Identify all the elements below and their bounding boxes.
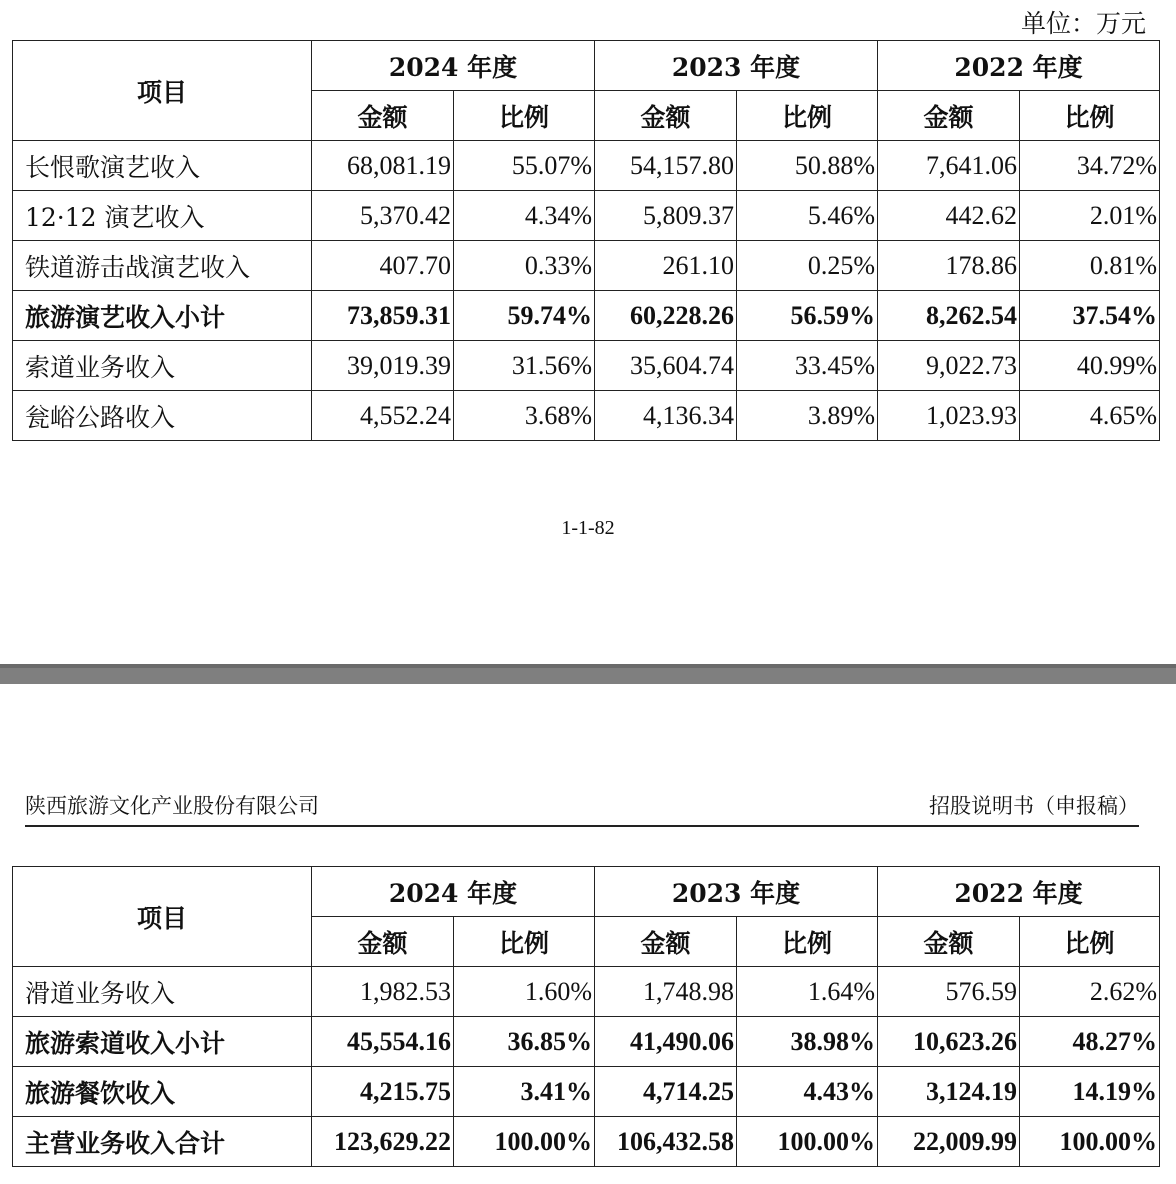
amount-cell: 54,157.80: [595, 141, 737, 191]
revenue-table-part-1: [12, 40, 1160, 441]
amount-cell: 5,809.37: [595, 191, 737, 241]
page-number: 1-1-82: [561, 517, 615, 539]
ratio-cell: 1.64%: [737, 967, 878, 1017]
amount-cell: 45,554.16: [312, 1017, 454, 1067]
row-label: 旅游餐饮收入: [13, 1067, 312, 1117]
amount-cell: 8,262.54: [878, 291, 1020, 341]
amount-cell: 1,982.53: [312, 967, 454, 1017]
header-amount: 金额: [878, 917, 1020, 967]
document-title: 招股说明书（申报稿）: [929, 794, 1139, 818]
ratio-cell: 37.54%: [1020, 291, 1160, 341]
amount-cell: 68,081.19: [312, 141, 454, 191]
amount-cell: 1,748.98: [595, 967, 737, 1017]
row-label: 旅游索道收入小计: [13, 1017, 312, 1067]
header-ratio: 比例: [1020, 91, 1160, 141]
table-row: [13, 1017, 1160, 1067]
row-label: 主营业务收入合计: [13, 1117, 312, 1167]
ratio-cell: 0.33%: [454, 241, 595, 291]
table-row: [13, 141, 1160, 191]
header-ratio: 比例: [737, 917, 878, 967]
amount-cell: 7,641.06: [878, 141, 1020, 191]
amount-cell: 106,432.58: [595, 1117, 737, 1167]
ratio-cell: 1.60%: [454, 967, 595, 1017]
amount-cell: 4,215.75: [312, 1067, 454, 1117]
ratio-cell: 4.43%: [737, 1067, 878, 1117]
ratio-cell: 59.74%: [454, 291, 595, 341]
ratio-cell: 0.81%: [1020, 241, 1160, 291]
amount-cell: 60,228.26: [595, 291, 737, 341]
table-row: [13, 191, 1160, 241]
ratio-cell: 55.07%: [454, 141, 595, 191]
ratio-cell: 4.65%: [1020, 391, 1160, 441]
amount-cell: 73,859.31: [312, 291, 454, 341]
ratio-cell: 36.85%: [454, 1017, 595, 1067]
header-amount: 金额: [595, 917, 737, 967]
ratio-cell: 100.00%: [454, 1117, 595, 1167]
row-label: 长恨歌演艺收入: [13, 141, 312, 191]
header-year-2024: 2024 年度: [312, 41, 595, 91]
amount-cell: 3,124.19: [878, 1067, 1020, 1117]
amount-cell: 35,604.74: [595, 341, 737, 391]
amount-cell: 41,490.06: [595, 1017, 737, 1067]
ratio-cell: 2.62%: [1020, 967, 1160, 1017]
page-separator-edge: [0, 664, 1176, 668]
amount-cell: 407.70: [312, 241, 454, 291]
amount-cell: 4,552.24: [312, 391, 454, 441]
row-label: 旅游演艺收入小计: [13, 291, 312, 341]
amount-cell: 10,623.26: [878, 1017, 1020, 1067]
table-row: [13, 1067, 1160, 1117]
ratio-cell: 0.25%: [737, 241, 878, 291]
header-ratio: 比例: [737, 91, 878, 141]
revenue-table-part-2: [12, 866, 1160, 1167]
ratio-cell: 14.19%: [1020, 1067, 1160, 1117]
table-row: [13, 341, 1160, 391]
header-year-2022: 2022 年度: [878, 41, 1160, 91]
ratio-cell: 48.27%: [1020, 1017, 1160, 1067]
header-year-2022: 2022 年度: [878, 867, 1160, 917]
header-ratio: 比例: [454, 917, 595, 967]
header-amount: 金额: [595, 91, 737, 141]
ratio-cell: 31.56%: [454, 341, 595, 391]
amount-cell: 261.10: [595, 241, 737, 291]
table-row: [13, 291, 1160, 341]
row-label: 铁道游击战演艺收入: [13, 241, 312, 291]
amount-cell: 123,629.22: [312, 1117, 454, 1167]
row-label: 索道业务收入: [13, 341, 312, 391]
amount-cell: 178.86: [878, 241, 1020, 291]
table-row: [13, 241, 1160, 291]
amount-cell: 1,023.93: [878, 391, 1020, 441]
amount-cell: 39,019.39: [312, 341, 454, 391]
ratio-cell: 56.59%: [737, 291, 878, 341]
unit-label: 单位：万元: [1020, 9, 1146, 38]
amount-cell: 9,022.73: [878, 341, 1020, 391]
amount-cell: 5,370.42: [312, 191, 454, 241]
ratio-cell: 3.41%: [454, 1067, 595, 1117]
ratio-cell: 3.68%: [454, 391, 595, 441]
row-label: 12·12 演艺收入: [13, 191, 312, 241]
ratio-cell: 100.00%: [1020, 1117, 1160, 1167]
header-year-2023: 2023 年度: [595, 867, 878, 917]
ratio-cell: 100.00%: [737, 1117, 878, 1167]
ratio-cell: 33.45%: [737, 341, 878, 391]
header-item: 项目: [13, 867, 312, 967]
header-amount: 金额: [312, 91, 454, 141]
amount-cell: 22,009.99: [878, 1117, 1020, 1167]
ratio-cell: 50.88%: [737, 141, 878, 191]
table-row: [13, 391, 1160, 441]
amount-cell: 442.62: [878, 191, 1020, 241]
row-label: 滑道业务收入: [13, 967, 312, 1017]
header-year-2024: 2024 年度: [312, 867, 595, 917]
header-year-2023: 2023 年度: [595, 41, 878, 91]
row-label: 瓮峪公路收入: [13, 391, 312, 441]
ratio-cell: 40.99%: [1020, 341, 1160, 391]
header-ratio: 比例: [454, 91, 595, 141]
running-header: [25, 795, 1139, 827]
ratio-cell: 5.46%: [737, 191, 878, 241]
amount-cell: 576.59: [878, 967, 1020, 1017]
table-row: [13, 967, 1160, 1017]
table-row: [13, 1117, 1160, 1167]
ratio-cell: 4.34%: [454, 191, 595, 241]
ratio-cell: 34.72%: [1020, 141, 1160, 191]
amount-cell: 4,136.34: [595, 391, 737, 441]
header-item: 项目: [13, 41, 312, 141]
header-amount: 金额: [878, 91, 1020, 141]
company-name: 陕西旅游文化产业股份有限公司: [25, 794, 319, 818]
header-amount: 金额: [312, 917, 454, 967]
ratio-cell: 2.01%: [1020, 191, 1160, 241]
amount-cell: 4,714.25: [595, 1067, 737, 1117]
header-ratio: 比例: [1020, 917, 1160, 967]
ratio-cell: 3.89%: [737, 391, 878, 441]
ratio-cell: 38.98%: [737, 1017, 878, 1067]
